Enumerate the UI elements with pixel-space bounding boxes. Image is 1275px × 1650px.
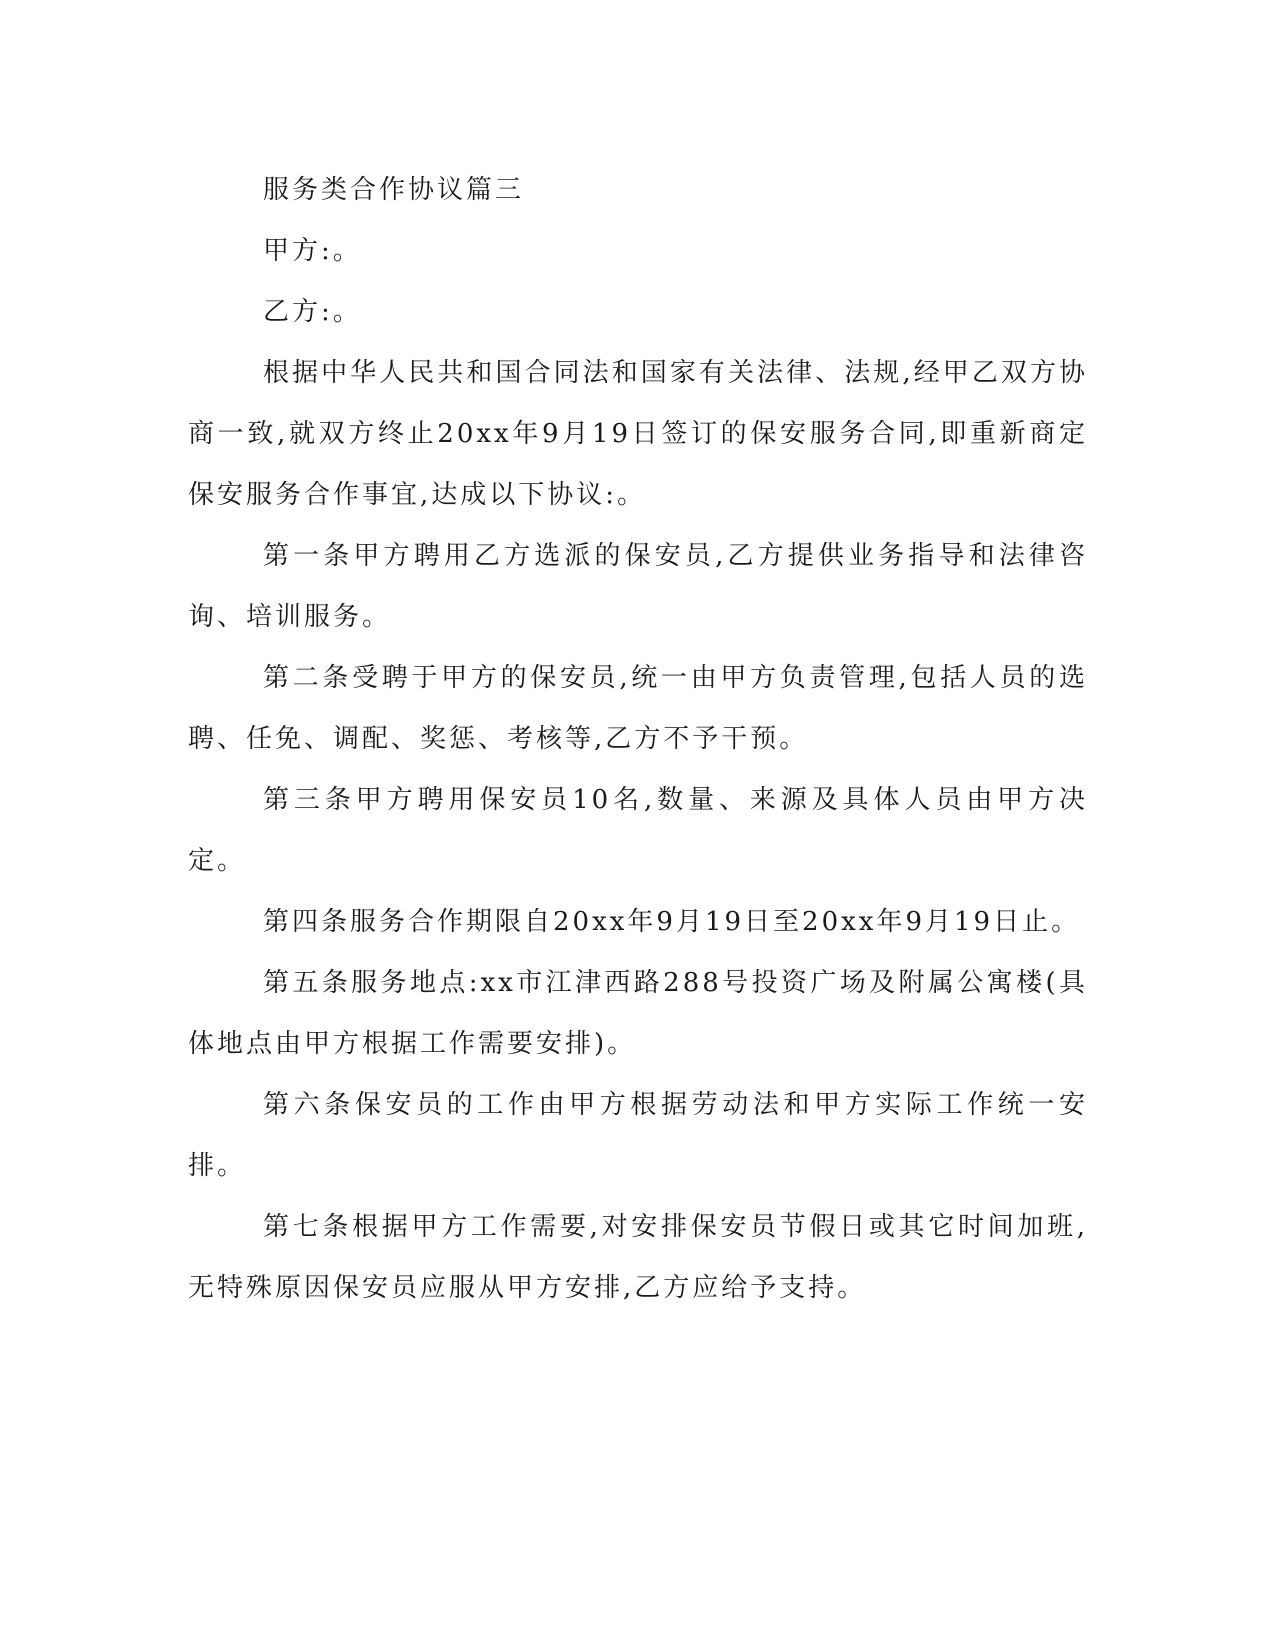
article-6: 第六条保安员的工作由甲方根据劳动法和甲方实际工作统一安排。 [188,1090,1088,1181]
document-title: 服务类合作协议篇三 [263,175,525,205]
article-1: 第一条甲方聘用乙方选派的保安员,乙方提供业务指导和法律咨询、培训服务。 [188,541,1088,632]
article-5: 第五条服务地点:xx市江津西路288号投资广场及附属公寓楼(具体地点由甲方根据工作需要安排)。 [188,968,1088,1059]
article-7: 第七条根据甲方工作需要,对安排保安员节假日或其它时间加班,无特殊原因保安员应服从甲方安排,乙方应给予支持。 [188,1212,1088,1303]
party-b-line: 乙方:。 [263,297,362,327]
article-2: 第二条受聘于甲方的保安员,统一由甲方负责管理,包括人员的选聘、任免、调配、奖惩、考核等,乙方不予干预。 [188,663,1088,754]
document-body [188,160,1088,1319]
party-a-line: 甲方:。 [263,236,362,266]
article-3: 第三条甲方聘用保安员10名,数量、来源及具体人员由甲方决定。 [188,785,1088,876]
preamble-paragraph: 根据中华人民共和国合同法和国家有关法律、法规,经甲乙双方协商一致,就双方终止20xx年9月19日签订的保安服务合同,即重新商定保安服务合作事宜,达成以下协议:。 [188,358,1088,510]
article-4: 第四条服务合作期限自20xx年9月19日至20xx年9月19日止。 [263,907,1081,937]
